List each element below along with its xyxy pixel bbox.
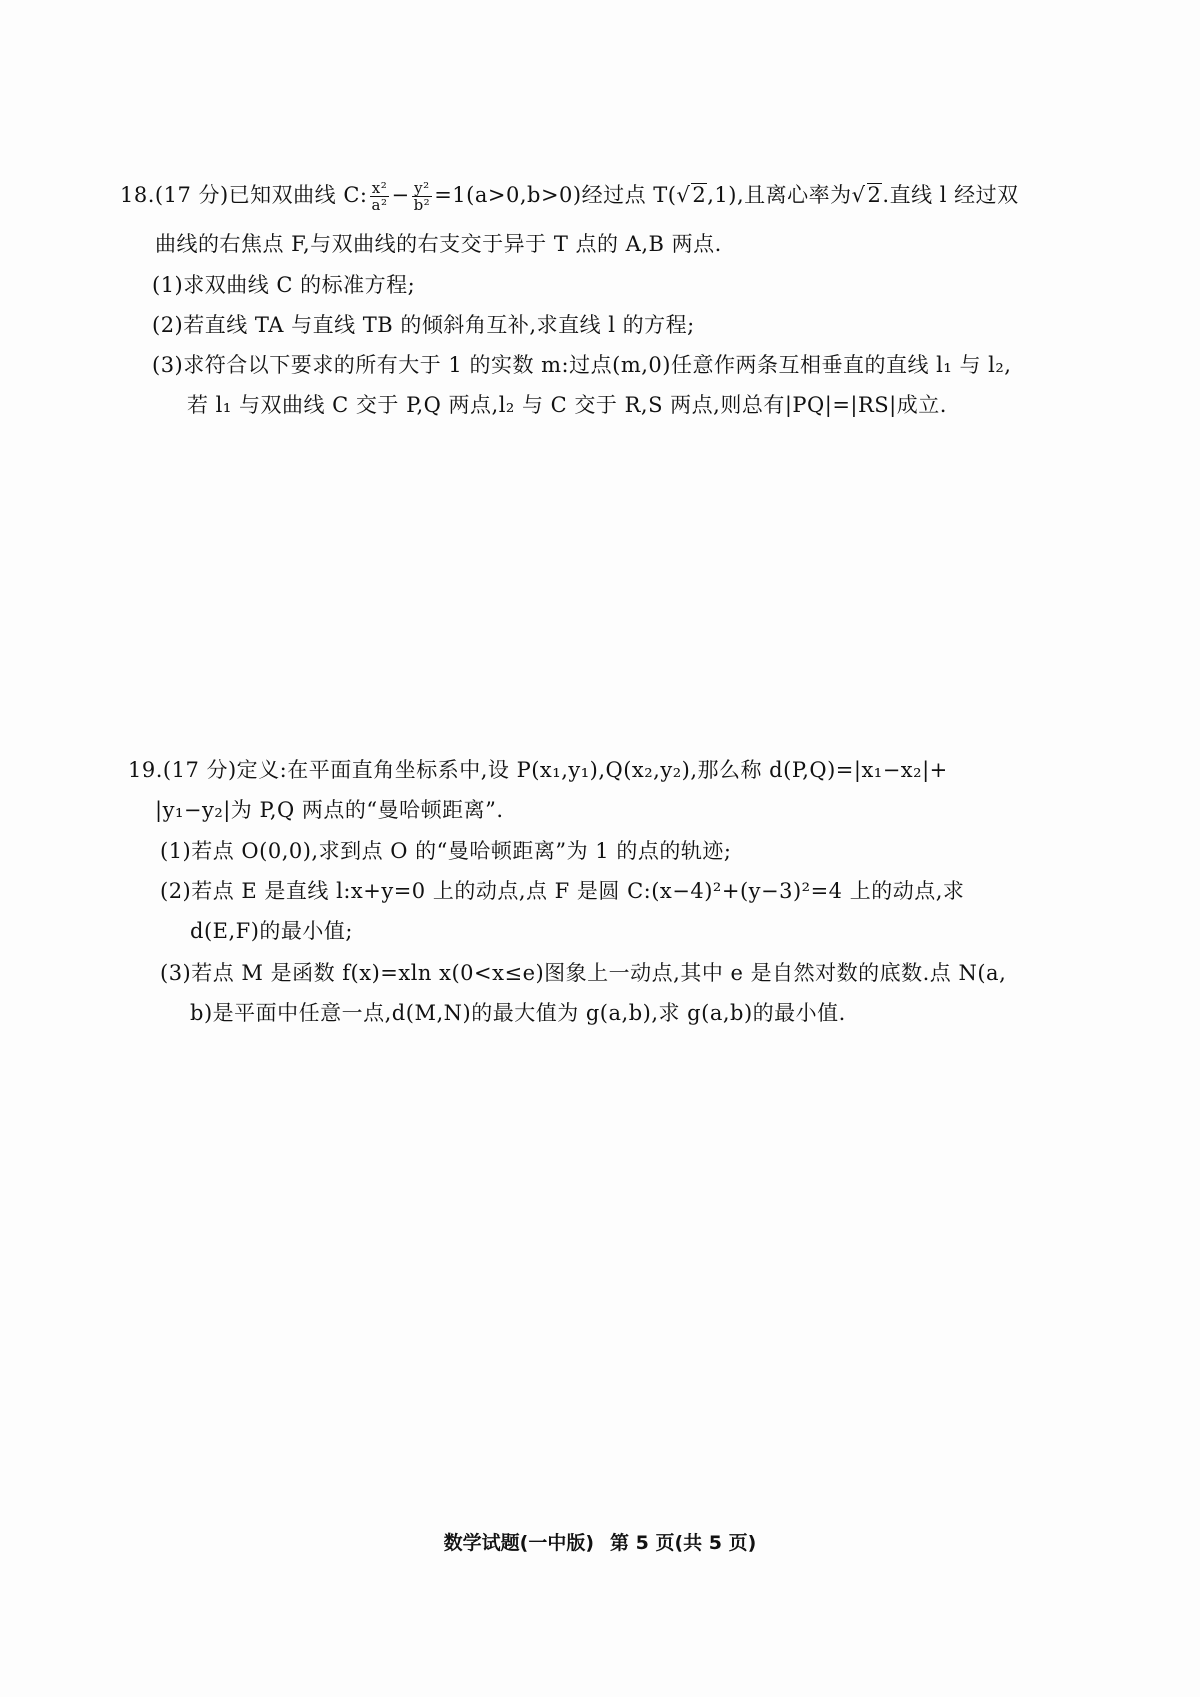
q19-line-2: |y₁−y₂|为 P,Q 两点的“曼哈顿距离”. [155, 798, 504, 822]
fraction-numerator: x² [370, 180, 390, 197]
fraction-denominator: b² [413, 196, 431, 214]
q19-part-1: (1)若点 O(0,0),求到点 O 的“曼哈顿距离”为 1 的点的轨迹; [160, 839, 732, 863]
q18-part-2: (2)若直线 TA 与直线 TB 的倾斜角互补,求直线 l 的方程; [152, 313, 695, 337]
q18-line-1 [120, 180, 1019, 213]
footer-page-number: 第 5 页(共 5 页) [610, 1532, 757, 1554]
q18-stem-eccentricity: ,1),且离心率为 [707, 183, 852, 207]
q18-line-2: 曲线的右焦点 F,与双曲线的右支交于异于 T 点的 A,B 两点. [155, 232, 722, 256]
fraction-numerator: y² [412, 180, 433, 197]
q18-stem-line-l: .直线 l 经过双 [882, 183, 1019, 207]
q18-stem-start: 18.(17 分)已知双曲线 C: [120, 183, 368, 207]
q19-part-2-line-2: d(E,F)的最小值; [190, 919, 353, 943]
q19-line-1: 19.(17 分)定义:在平面直角坐标系中,设 P(x₁,y₁),Q(x₂,y₂),那么称 d(P,Q)=|x₁−x₂|+ [128, 758, 948, 782]
q18-stem-condition: =1(a>0,b>0)经过点 T( [434, 183, 677, 207]
q18-part-3-line-2: 若 l₁ 与双曲线 C 交于 P,Q 两点,l₂ 与 C 交于 R,S 两点,则总有|PQ|=|RS|成立. [187, 393, 947, 417]
sqrt-symbol: √ [676, 183, 691, 207]
q18-part-1: (1)求双曲线 C 的标准方程; [152, 273, 416, 297]
page-footer [0, 1530, 1200, 1556]
minus-sign: − [391, 183, 410, 207]
q19-part-3-line-1: (3)若点 M 是函数 f(x)=xln x(0<x≤e)图象上一动点,其中 e 是自然对数的底数.点 N(a, [160, 961, 1007, 985]
sqrt-radicand: 2 [692, 183, 707, 207]
fraction-x2-a2 [370, 180, 390, 213]
q19-part-3-line-2: b)是平面中任意一点,d(M,N)的最大值为 g(a,b),求 g(a,b)的最小值. [190, 1001, 846, 1025]
fraction-y2-b2 [412, 180, 433, 213]
footer-subject: 数学试题(一中版) [443, 1532, 595, 1554]
sqrt-radicand: 2 [867, 183, 882, 207]
q19-part-2-line-1: (2)若点 E 是直线 l:x+y=0 上的动点,点 F 是圆 C:(x−4)²+(y−3)²=4 上的动点,求 [160, 879, 965, 903]
sqrt-symbol: √ [851, 183, 866, 207]
fraction-denominator: a² [371, 196, 388, 214]
q18-part-3-line-1: (3)求符合以下要求的所有大于 1 的实数 m:过点(m,0)任意作两条互相垂直的直线 l₁ 与 l₂, [152, 353, 1012, 377]
